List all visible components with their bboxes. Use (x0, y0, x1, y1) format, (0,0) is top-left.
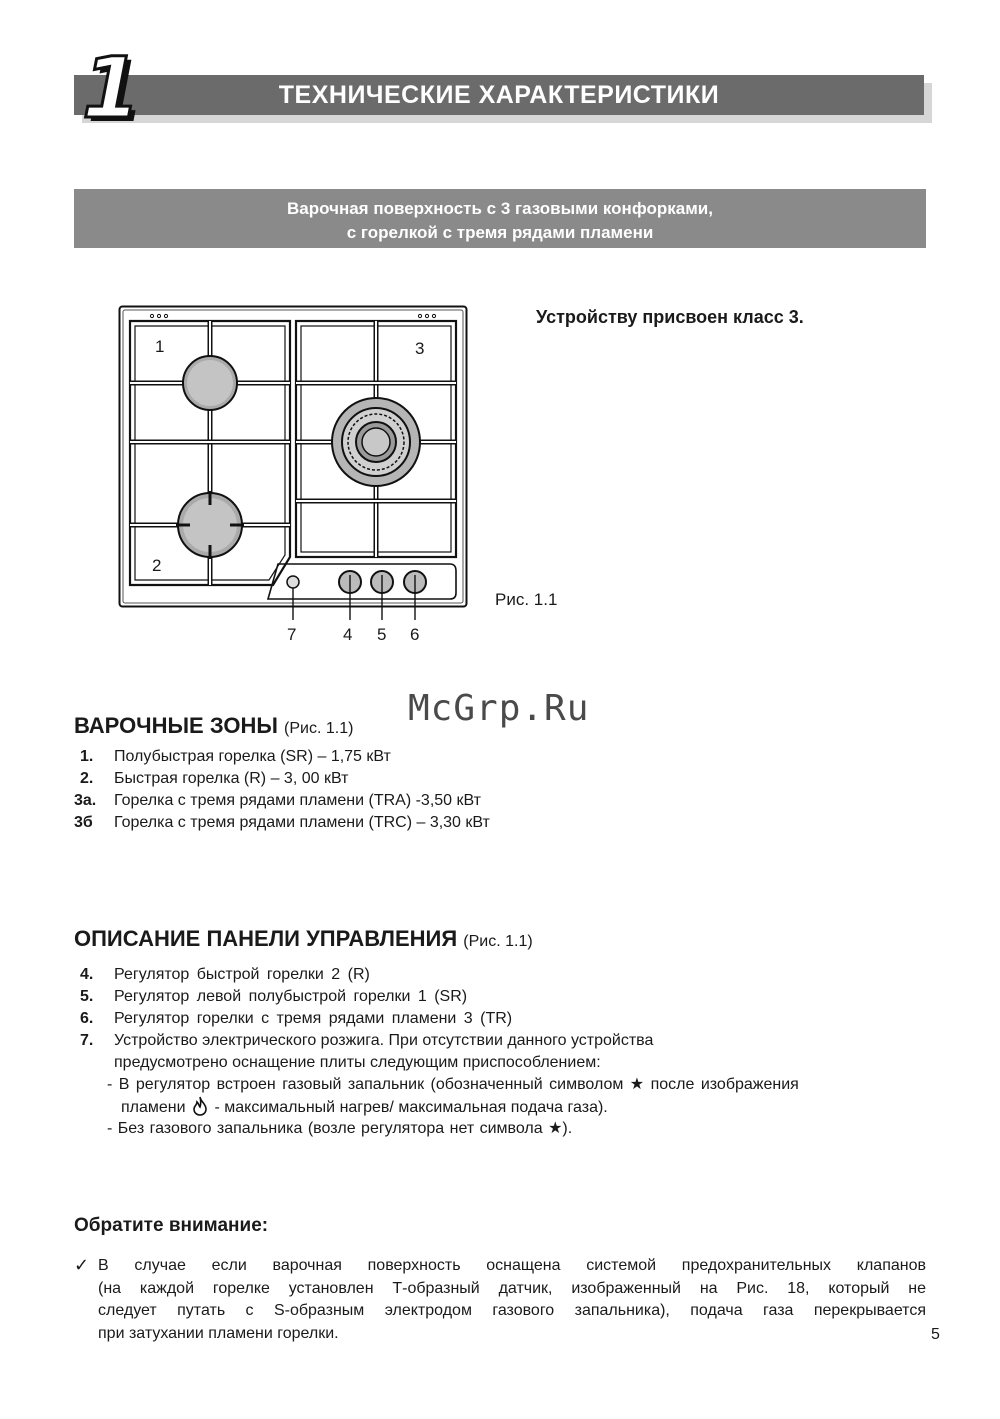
bullet-text: - Без газового запальника (возле регулятора нет символа ★). (107, 1120, 573, 1137)
list-item (74, 1008, 924, 1030)
panel-list (74, 964, 924, 1140)
page-number: 5 (931, 1326, 940, 1343)
bullet-text: - максимальный нагрев/ максимальная подача газа). (214, 1099, 608, 1116)
subtitle-line-1: Варочная поверхность с 3 газовыми конфорками, (287, 199, 713, 218)
attention-line-3: следует путать с S-образным электродом газового запальника), подача газа перекрывается (98, 1302, 926, 1319)
flame-icon (193, 1096, 207, 1116)
attention-body (74, 1255, 926, 1345)
figure-caption: Рис. 1.1 (495, 590, 558, 609)
bullet-item (74, 1074, 924, 1096)
control-label-4: 4 (343, 625, 353, 644)
control-label-5: 5 (377, 625, 387, 644)
list-item (74, 964, 924, 986)
checkmark-icon: ✓ (74, 1255, 90, 1275)
item-number: 5. (80, 988, 94, 1005)
bullet-text: пламени (121, 1099, 186, 1116)
bullet-text-line2 (121, 1096, 608, 1119)
item-text: Быстрая горелка (R) – 3, 00 кВт (114, 770, 349, 787)
zones-title-ref: (Рис. 1.1) (284, 720, 354, 737)
item-text: Горелка с тремя рядами пламени (TRA) -3,50 кВт (114, 792, 481, 809)
subtitle-line-2: с горелкой с тремя рядами пламени (346, 223, 654, 242)
zones-title-text: ВАРОЧНЫЕ ЗОНЫ (74, 713, 278, 738)
control-label-7: 7 (287, 625, 297, 644)
class-note: Устройству присвоен класс 3. (536, 307, 804, 327)
item-number: 2. (80, 770, 94, 787)
bullet-item (74, 1118, 924, 1140)
item-number: 1. (80, 748, 94, 765)
watermark: McGrp.Ru (408, 688, 590, 729)
item-text: Регулятор левой полубыстрой горелки 1 (SR) (114, 988, 468, 1005)
item-text: Горелка с тремя рядами пламени (TRC) – 3,30 кВт (114, 814, 490, 831)
burner-label-1: 1 (155, 337, 165, 356)
item-text: Устройство электрического розжига. При отсутствии данного устройства (114, 1032, 654, 1049)
panel-title-ref: (Рис. 1.1) (463, 933, 533, 950)
zones-section-title (74, 713, 353, 739)
burner-label-2: 2 (152, 556, 162, 575)
list-item-continuation (74, 1052, 924, 1074)
item-number: 4. (80, 966, 94, 983)
burner-label-3: 3 (415, 339, 425, 358)
chapter-title: ТЕХНИЧЕСКИЕ ХАРАКТЕРИСТИКИ (278, 81, 720, 109)
item-text: Полубыстрая горелка (SR) – 1,75 кВт (114, 748, 391, 765)
panel-section-title (74, 926, 533, 952)
item-text: Регулятор горелки с тремя рядами пламени 3 (TR) (114, 1010, 513, 1027)
control-label-6: 6 (410, 625, 420, 644)
item-number: 3а. (74, 792, 97, 809)
chapter-number: 1 (82, 39, 141, 137)
item-text: Регулятор быстрой горелки 2 (R) (114, 966, 370, 983)
item-number: 3б (74, 814, 93, 831)
bullet-text: - В регулятор встроен газовый запальник (обозначенный символом ★ после изображения (107, 1076, 799, 1093)
list-item (74, 1030, 924, 1052)
bullet-item-continuation (74, 1096, 924, 1118)
item-number: 6. (80, 1010, 94, 1027)
attention-line-1: В случае если варочная поверхность оснащена системой предохранительных клапанов (98, 1257, 926, 1274)
panel-title-text: ОПИСАНИЕ ПАНЕЛИ УПРАВЛЕНИЯ (74, 926, 458, 951)
item-number: 7. (80, 1032, 94, 1049)
item-text: предусмотрено оснащение плиты следующим приспособлением: (114, 1054, 601, 1071)
list-item (74, 986, 924, 1008)
attention-title: Обратите внимание: (74, 1215, 269, 1236)
subtitle-box (74, 189, 926, 248)
attention-line-2: (на каждой горелке установлен Т-образный датчик, изображенный на Рис. 18, который не (98, 1279, 926, 1297)
attention-line-4: при затухании пламени горелки. (98, 1324, 339, 1342)
